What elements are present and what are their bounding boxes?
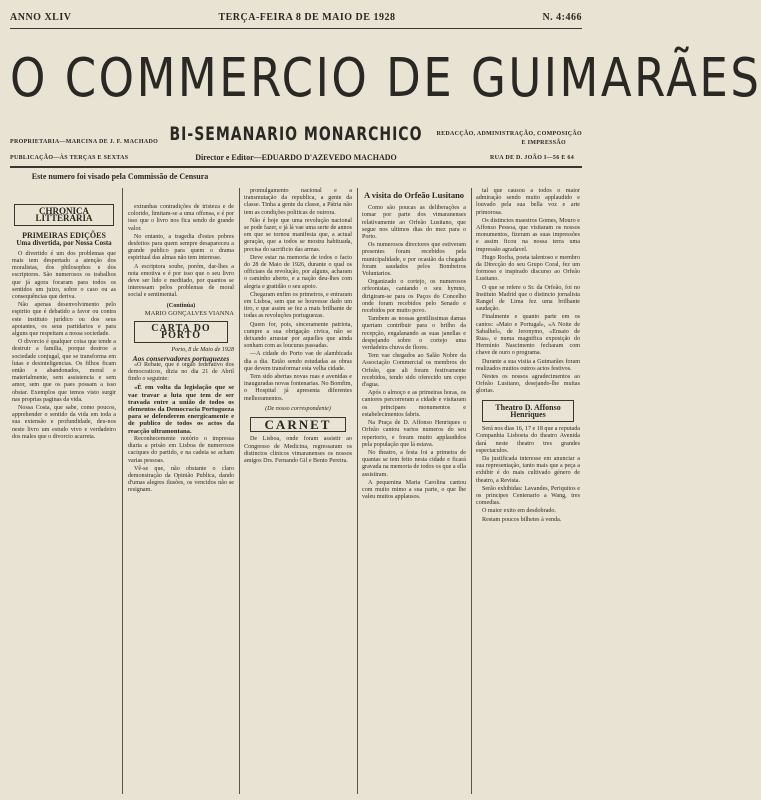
text-paragraph: Organizado o cortejo, os numerosos orfeonistas, cantando o seu hymno, dirigiram-se para os Paços do Concelho onde foram recebidos pelo Senado e recebidos por muito povo. — [362, 279, 466, 315]
censorship-notice: Este numero foi visado pela Commissão de Censura — [31, 172, 209, 181]
text-paragraph: tal que causou a todos o maior admiração sendo muito applaudido e louvado pela sua bella voz e arte primorosa. — [476, 188, 580, 216]
text-paragraph: Da justificada interesse em anunciar a sua representação, tanto mais que a peça a exhibir é do mais cultivado género de theatro, a Revista. — [476, 455, 580, 484]
text-paragraph: De Lisboa, onde foram assistir ao Congresso de Medicina, regressaram os distinctos clinicos vimaranenses os nossos amigos Drs. Fernando Gil e Bento Pereira. — [244, 436, 352, 464]
column-4 — [362, 188, 466, 794]
text-paragraph: O divertido é um dos problemas que mais tem despertado a atenção dos moralistas, dos philosophos e dos escriptores. São numerosos os trabalhos que já agora focaram para todos os sentidos um juizo, sobre o caso ou as consequências que deriva. — [12, 250, 116, 301]
text-paragraph: Deve estar na memoria de todos o facto do 28 de Maio de 1926, durante o qual os officiaes da revolução, por alguns, acharam o caminho aberto, e a nação deu-lhes com alegria e gratidão o seu apoio. — [244, 254, 352, 290]
column-rule — [122, 188, 123, 794]
article-subtitle: Uma divertida, por Nossa Costa — [16, 238, 112, 247]
text-paragraph: No theatro, a festa foi a primeira de quantas se tem feito nesta cidade e ficará gravada na memoria de todos os que a ella assistiram. — [362, 449, 466, 478]
owner-line: PROPRIETARIA—MARCINA DE J. F. MACHADO — [10, 139, 159, 145]
text-paragraph: Os numerosos directores que estiveram presentes foram recebidos pela municipalidade, e por ocasião da chegada foram saudados pelos Bombeiros Voluntarios. — [362, 242, 466, 278]
text-paragraph: —A cidade do Porto vae de alambicada dia a dia. Estão sendo estudadas as obras que devem transformar esta velha cidade. — [244, 351, 352, 372]
column-rule — [471, 188, 472, 794]
text-paragraph: Restam poucos bilhetes à venda. — [482, 516, 562, 523]
carta-subhead: Aos conservadores portuguezes — [132, 353, 230, 363]
issue-date: TERÇA-FEIRA 8 DE MAIO DE 1928 — [218, 12, 396, 23]
column-3 — [244, 188, 352, 794]
text-paragraph: A escriptora soube, porém, dar-lhes a nota emotiva e é por isso que o seu livro deve ser lido e meditado, por quantos se interessam pelos problemas de moral social e sentimental. — [128, 263, 234, 299]
issue-number: N. 4:466 — [542, 12, 582, 23]
text-paragraph: Na Praça de D. Affonso Henriques o Orfeão cantou varios numeros do seu repertorio, e foram muito applaudidos pela população que lá estava. — [362, 420, 466, 448]
text-paragraph: No entanto, a tragedia d'estes pobres desfeitos para quem sempre desapareceu a grande publico para quem o drama espiritual das almas não tem interesse. — [128, 233, 234, 262]
text-paragraph: extranhas contradições de tristeza e de colorido, limitam-se a uma offensa, e é por isso que o livro nos fica sendo de grande valor. — [128, 204, 234, 232]
theatro-heading: Theatro D. Affonso Henriques — [482, 400, 574, 422]
text-paragraph: Nossa Costa, que sabe, como poucos, apprehender o sentido da vida em toda a sua extensão e profundidade, deu-nos neste livro um estudo vivo e verdadeiro dos males que o divorcio acarreta. — [12, 405, 116, 440]
text-paragraph: Será nos dias 16, 17 e 18 que a reputada Companhia Lisboeta do theatro Avenida dará neste theatro tres grandes espectaculos. — [476, 426, 580, 454]
text-paragraph: Hugo Rocha, poeta talentoso e membro da Direcção do seu Grupo Coral, fez um formoso e inspirado discurso ao Orfeão Lusitano. — [476, 254, 580, 283]
column-5 — [476, 188, 580, 794]
text-paragraph: Como são poucas as deliberações a tomar por parte dos vimaranenses relativamente ao Orfeão Lusitano, que segue nos ultimos dias do mez para o Porto. — [362, 205, 466, 241]
top-line — [10, 12, 582, 23]
text-paragraph: Durante a sua visita a Guimarães foram realizados muitos outros actos festivos. — [476, 358, 580, 372]
address-line: RUA DE D. JOÃO I—56 E 64 — [489, 155, 574, 161]
text-paragraph: O maior exito em desdobrado. — [482, 508, 556, 515]
text-paragraph: O divorcio é qualquer coisa que tende a destruir a familia, porque destroe a sociedade conjugal, que se transforma em lutas e desinteligencias. Os filhos ficam então e abandonados, moral e materialmente, sem assistencia e sem amor, sem que os paes possam a isso obstar. Exemplos que temos visto surgir nas proprias paginas da vida. — [12, 339, 116, 403]
column-rule — [239, 188, 240, 794]
author-signature: MARIO GONÇALVES VIANNA — [144, 309, 234, 317]
text-paragraph: Tem vae chegados ao Salão Nobre da Associação Commercial os membros do Orfeão, que ali foram festivamente recebidos, tendo sido oferecido um copo d'agua. — [362, 353, 466, 389]
text-paragraph: Os distinctos maestros Gomes, Mouro e Affonso Pessoa, que visitaram os nossos monumentos, fizeram as suas impressões e assim ficou na nossa terra uma impressão agradavel. — [476, 217, 580, 253]
orfeao-title: A visita do Orfeão Lusitano — [363, 190, 465, 200]
publication-line: PUBLICAÇÃO—ÀS TERÇAS E SEXTAS — [10, 155, 129, 161]
text-paragraph: promulgamento nacional e a transmutação da republica, a gente da classe. Tinha a gente da classe, a Pátria não tem as condições politicas de outrora. — [244, 188, 352, 216]
text-paragraph: Quem for, pois, sinceramente patriota, cumpre a sua obrigação civica, não se deixando arrastar por aquelles que ainda sonham com as loucuras passadas. — [244, 321, 352, 350]
director-line: Director e Editor—EDUARDO D'AZEVEDO MACHADO — [195, 153, 397, 162]
carnet-heading: CARNET — [250, 417, 346, 432]
column-2 — [128, 188, 234, 794]
text-paragraph: Finalmente e quanto parte em os cantos: «Maio e Portugal», «A Noite de Sabalhel», de Jeronymo, «Ensaio de Rua», e numa magnifica exposição do Hermínio Nascimento fecharam com chave de ouro o programa. — [476, 314, 580, 357]
text-paragraph: Tem sido abertas novas ruas e avenidas e inauguradas novas fontenarias. No Bomfim, o Hospital já apresenta diferentes melhoramentos. — [244, 374, 352, 402]
column-1 — [12, 188, 116, 794]
correspondent-caption: (De nosso correspondente) — [265, 405, 331, 412]
text-paragraph: Chegaram enfim os primeiros, e entraram em Lisboa, sem que se houvesse dado um tiro, e que assim se fez a mais brilhante de todas as revoluções portuguezas. — [244, 291, 352, 320]
text-paragraph: O que se refere o Sr. da Orfeão, foi no Instituto Madrid que o distincto jornalista Rangel de Lima fez uma brilhante saudação. — [476, 284, 580, 313]
admin-line-2: E IMPRESSÃO — [521, 140, 566, 146]
admin-line-1: REDACÇÃO, ADMINISTRAÇÃO, COMPOSIÇÃO — [436, 131, 582, 137]
chronica-heading: CHRONICA LITTERARIA — [14, 204, 114, 226]
masthead-rule — [10, 166, 582, 168]
year-label: ANNO XLIV — [10, 12, 72, 23]
text-paragraph: «O Rebate, que é orgão federativo dos democraticos, dizia no dia 21 de Abril findo o seguinte: — [128, 361, 234, 383]
text-paragraph: Reconhecemente notório o impressa diaria a prisão em Lisboa de numerosos caciques do partido, e na cadeia se acham varias pessoas. — [128, 435, 234, 464]
carta-porto-heading: CARTA DO PORTO — [134, 321, 228, 343]
masthead-title: O COMMERCIO DE GUIMARÃES — [10, 46, 761, 109]
text-paragraph: Tambem as nossas gentilissimas damas queriam contribuir para o brilho da recepção, engalanando as suas janellas e despejando sobre o cortejo uma verdadeira chuva de flores. — [362, 316, 466, 352]
text-paragraph: Vê-se que, não obstante o claro demonstração da Opinião Publica, dando d'umas alegres ilusões, os vencidos não se resignam. — [128, 465, 234, 494]
text-paragraph: A pequenina Maria Carolina cantou com muito mimo a sua parte, o que lhe valeu muitos applausos. — [362, 479, 466, 501]
header-rule — [10, 28, 582, 29]
masthead-subtitle: BI-SEMANARIO MONARCHICO — [169, 124, 423, 146]
continued-note: (Continúa) — [166, 302, 196, 309]
newspaper-page — [10, 12, 761, 796]
bold-quote: «É em volta da legislação que se vae travar a luta que tem de ser travada entre a união de todos os elementos da Democracia Portugueza para se defenderem energicamente e de publico de todos os actos da reacção ultramontana. — [128, 384, 234, 435]
text-paragraph: Após o almoço e as primeiras horas, os cantores percorreram a cidade e visitaram os principaes monumentos e estabelecimentos fabris. — [362, 390, 466, 418]
column-rule — [357, 188, 358, 794]
dateline: Porto, 8 de Maio de 1928 — [171, 347, 234, 354]
article-title: PRIMEIRAS EDIÇÕES — [22, 231, 106, 241]
text-paragraph: Nestes os nossos agradecimentos ao Orfeão Lusitano, desejando-lhe muitas glorias. — [476, 374, 580, 395]
text-paragraph: Não é hoje que uma revolução nacional se pode fazer, e já lá vae uma serie de annos em que se tornou manifesta que, a actual geração, que a todos se mostra habituada, precisa do sacrificio das armas. — [244, 217, 352, 253]
text-paragraph: Serão exhibidas: Lavandes, Periquitos e os principes Centenario a Wang, tres comedias. — [476, 485, 580, 507]
text-paragraph: Não apenas desenvolvimento pelo espirito que é debatido a favor ou contra este instituto jurídico ou dos seus apoiantes, os seus partidarios e para alguns que respeitam a nossa sociedade. — [12, 302, 116, 338]
